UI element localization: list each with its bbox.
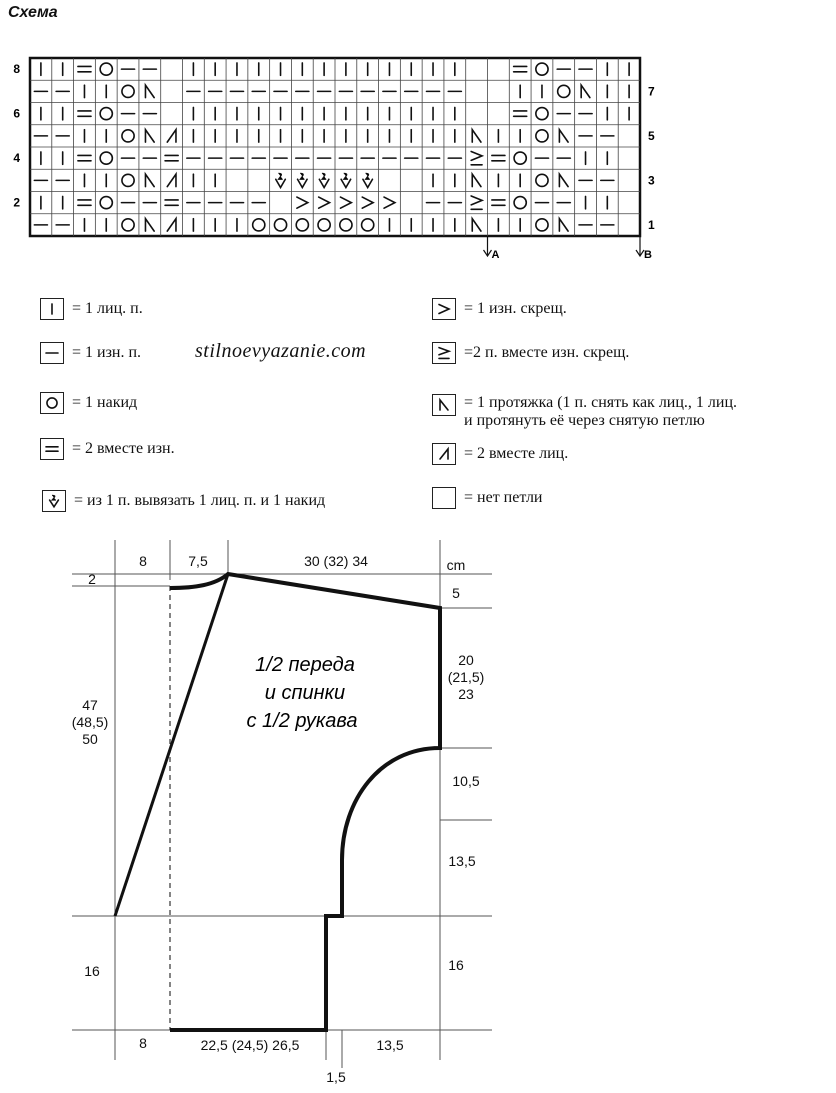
dim-left-47-c: 50 bbox=[82, 731, 98, 747]
legend-text: = 1 накид bbox=[72, 394, 138, 411]
dim-top-right: 30 (32) 34 bbox=[304, 553, 368, 569]
page-title: Схема bbox=[8, 4, 58, 21]
dim-bottom-8: 8 bbox=[139, 1035, 147, 1051]
legend-text: = 1 изн. п. bbox=[72, 344, 142, 361]
dim-right-20-b: (21,5) bbox=[447, 669, 485, 685]
chart-row-label-left: 6 bbox=[13, 106, 20, 121]
dim-right-5: 5 bbox=[452, 585, 460, 601]
legend-text: =2 п. вместе изн. скрещ. bbox=[464, 344, 630, 361]
dim-left-47-b: (48,5) bbox=[71, 714, 109, 730]
legend-text: = из 1 п. вывязать 1 лиц. п. и 1 накид bbox=[74, 492, 326, 509]
pattern-title-2: и спинки bbox=[264, 682, 346, 704]
dim-right-20-c: 23 bbox=[458, 686, 474, 702]
dim-left-16: 16 bbox=[84, 963, 100, 979]
arrow-b-label: B bbox=[644, 249, 652, 261]
legend-text: = 1 изн. скрещ. bbox=[464, 300, 567, 317]
dim-top-left: 8 bbox=[139, 553, 147, 569]
legend-text: = нет петли bbox=[464, 489, 543, 506]
dim-bottom-225: 22,5 (24,5) 26,5 bbox=[200, 1037, 300, 1053]
dim-unit: cm bbox=[446, 557, 466, 573]
legend-text: = 2 вместе изн. bbox=[72, 440, 175, 457]
chart-row-label-left: 8 bbox=[13, 62, 20, 77]
garment-outline bbox=[170, 574, 440, 1030]
chart-row-label-right: 7 bbox=[648, 84, 655, 99]
legend-text: = 2 вместе лиц. bbox=[464, 445, 569, 462]
chart-row-label-left: 4 bbox=[13, 151, 20, 166]
chart-row-label-right: 1 bbox=[648, 217, 655, 232]
dim-right-105: 10,5 bbox=[452, 773, 480, 789]
watermark-text: stilnoevyazanie.com bbox=[195, 340, 367, 362]
pattern-title-1: 1/2 переда bbox=[255, 654, 355, 676]
pattern-title-3: с 1/2 рукава bbox=[246, 710, 358, 732]
dim-left-47-a: 47 bbox=[82, 697, 98, 713]
dim-right-135: 13,5 bbox=[448, 853, 476, 869]
dim-bottom-135: 13,5 bbox=[376, 1037, 404, 1053]
legend-text: = 1 лиц. п. bbox=[72, 300, 143, 317]
dim-top-mid: 7,5 bbox=[188, 553, 208, 569]
guide-lines bbox=[72, 540, 492, 1068]
arrow-a-label: A bbox=[491, 249, 500, 261]
dim-right-16: 16 bbox=[448, 957, 464, 973]
chart-row-label-right: 5 bbox=[648, 128, 655, 143]
dim-bottom-15: 1,5 bbox=[326, 1069, 346, 1085]
chart-row-label-right: 3 bbox=[648, 173, 655, 188]
chart-row-label-left: 2 bbox=[13, 195, 20, 210]
dim-right-20-a: 20 bbox=[458, 652, 474, 668]
legend-text: = 1 протяжка (1 п. снять как лиц., 1 лиц. и протянуть её через снятую петлю bbox=[464, 394, 738, 429]
dim-left-small: 2 bbox=[88, 571, 96, 587]
front-edge-line bbox=[115, 574, 228, 916]
